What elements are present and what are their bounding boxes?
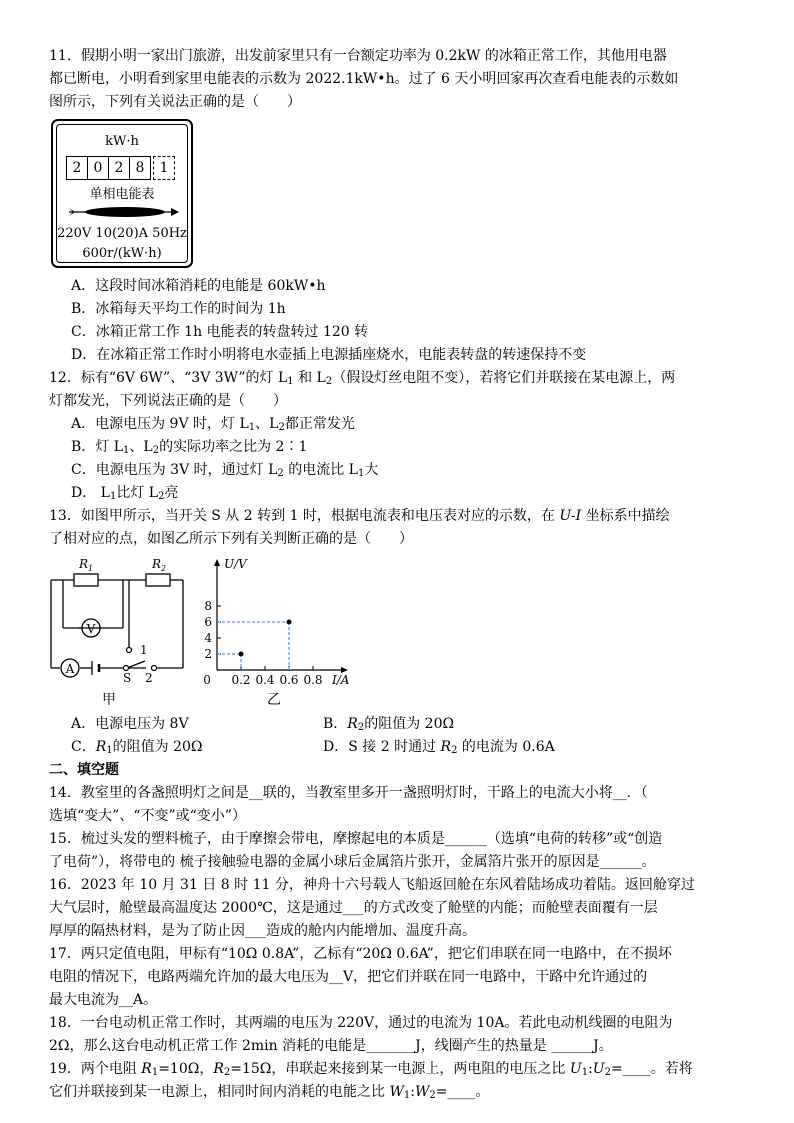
meter-digit: 8 [129, 156, 151, 180]
y-tick-label: 8 [204, 599, 212, 613]
data-point [239, 652, 244, 657]
meter-digits [66, 156, 174, 180]
q19-line2: 它们并联接到某一电源上，相同时间内消耗的电能之比 $W_1:W_2=\_\_\_\_$。 [49, 1084, 490, 1101]
x-tick-label: 0.2 [231, 673, 251, 687]
meter-digit-decimal: 1 [153, 156, 175, 180]
q17-line3: 最大电流为__A。 [49, 992, 158, 1008]
meter-unit: kW·h [105, 134, 139, 149]
q19-line1: 19．两个电阻 $R_1=10\Omega$，$R_2=15\Omega$，串联起来接到某一电源上，两电阻的电压之比 $U_1:U_2=\_\_\_\_$。若将 [49, 1061, 693, 1078]
meter-disc-icon [67, 205, 179, 219]
q11-option-c: C．冰箱正常工作 1h 电能表的转盘转过 120 转 [71, 324, 369, 340]
data-point [287, 620, 292, 625]
y-axis-label: U/V [224, 557, 247, 571]
q12-option-b: B．灯 $L_1$、$L_2$的实际功率之比为 2∶1 [71, 439, 308, 456]
x-tick-label: 0.6 [279, 673, 299, 687]
meter-name: 单相电能表 [89, 187, 155, 202]
q12-option-c: C．电源电压为 3V 时，通过灯 $L_2$ 的电流比 $L_1$大 [71, 462, 379, 479]
resistor-r1 [74, 574, 98, 586]
q14-line2: 选填“变大”、“不变”或“变小”） [49, 808, 246, 824]
r2-label: $R_2$ [152, 557, 167, 573]
q13-line1: 13．如图甲所示，当开关 S 从 2 转到 1 时，根据电流表和电压表对应的示数，在 U-I 坐标系中描绘 [49, 508, 670, 524]
q12-line2: 灯都发光，下列说法正确的是（ ） [49, 393, 287, 409]
q13-option-c: C．$R_1$的阻值为 20Ω [71, 739, 203, 756]
switch-label: S [123, 671, 132, 685]
circuit-diagram [49, 551, 194, 685]
switch-contact-2 [152, 666, 157, 671]
q12-option-a: A．电源电压为 9V 时，灯 $L_1$、$L_2$都正常发光 [71, 416, 355, 433]
y-axis-arrow [214, 559, 220, 566]
switch-contact-1 [127, 648, 132, 653]
q16-line1: 16．2023 年 10 月 31 日 8 时 11 分，神舟十六号载人飞船返回舱在东风着陆场成功着陆。返回舱穿过 [49, 877, 695, 893]
q11-line1: 11．假期小明一家出门旅游，出发前家里只有一台额定功率为 0.2kW 的冰箱正常工作，其他用电器 [49, 48, 667, 64]
electric-meter-figure [51, 119, 193, 268]
q12-line1: 12．标有“6V 6W”、“3V 3W”的灯 $L_1$ 和 $L_2$（假设灯丝电阻不变），若将它们并联接在某电源上，两 [49, 370, 676, 387]
ammeter-label: A [65, 662, 75, 676]
meter-rev: 600r/(kW·h) [82, 246, 162, 261]
meter-digit: 2 [66, 156, 88, 180]
voltmeter-label: V [86, 622, 96, 636]
x-axis-label: I/A [332, 673, 350, 687]
q13-line2: 了相对应的点，如图乙所示下列有关判断正确的是（ ） [49, 531, 413, 547]
switch-pos-1: 1 [140, 643, 148, 657]
graph-caption: 乙 [267, 692, 281, 708]
y-tick-label: 2 [204, 647, 212, 661]
ui-graph [204, 554, 369, 686]
q13-option-a: A．电源电压为 8V [71, 716, 189, 732]
q17-line2: 电阻的情况下，电路两端允许加的最大电压为__V，把它们并联在同一电路中，干路中允许通过的 [49, 969, 648, 985]
q14-line1: 14．教室里的各盏照明灯之间是__联的，当教室里多开一盏照明灯时，干路上的电流大小将__．（ [49, 785, 648, 801]
q11-option-a: A．这段时间冰箱消耗的电能是 60kW•h [71, 278, 326, 294]
x-tick-label: 0.4 [255, 673, 275, 687]
q13-option-b: B．$R_2$的阻值为 20Ω [323, 716, 455, 733]
q15-line1: 15．梳过头发的塑料梳子，由于摩擦会带电，摩擦起电的本质是______（选填“电荷的转移”或“创造 [49, 831, 663, 847]
resistor-r2 [146, 574, 170, 586]
q11-line2: 都已断电，小明看到家里电能表的示数为 2022.1kW•h。过了 6 天小明回家再次查看电能表的示数如 [49, 71, 679, 87]
q11-line3: 图所示，下列有关说法正确的是（ ） [49, 94, 301, 110]
x-tick-label: 0.8 [303, 673, 323, 687]
q11-option-b: B．冰箱每天平均工作的时间为 1h [71, 301, 286, 317]
x-tick-label: 0 [203, 673, 211, 687]
y-tick-label: 4 [204, 631, 212, 645]
q18-line2: 2Ω，那么这台电动机正常工作 2min 消耗的电能是_______J，线圈产生的热量是 ______J。 [49, 1038, 613, 1054]
meter-spec: 220V 10(20)A 50Hz [57, 226, 187, 241]
switch-pivot [124, 666, 129, 671]
q13-option-d: D．S 接 2 时通过 $R_2$ 的电流为 0.6A [323, 739, 555, 756]
r1-label: $R_1$ [79, 557, 94, 573]
y-tick-label: 6 [204, 615, 212, 629]
meter-digit: 2 [108, 156, 130, 180]
switch-pos-2: 2 [145, 671, 153, 685]
q11-option-d: D．在冰箱正常工作时小明将电水壶插上电源插座烧水，电能表转盘的转速保持不变 [71, 347, 587, 363]
q18-line1: 18．一台电动机正常工作时，其两端的电压为 220V，通过的电流为 10A。若此电动机线圈的电阻为 [49, 1015, 673, 1031]
section-title: 二、填空题 [49, 762, 119, 778]
q12-option-d: D． $L_1$比灯 $L_2$亮 [71, 485, 179, 502]
q16-line2: 大气层时，舱壁最高温度达 2000℃，这是通过___的方式改变了舱壁的内能；而舱壁表面覆有一层 [49, 900, 658, 916]
q17-line1: 17．两只定值电阻，甲标有“10Ω 0.8A”，乙标有“20Ω 0.6A”，把它们串联在同一电路中，在不损坏 [49, 946, 672, 962]
meter-digit: 0 [87, 156, 109, 180]
q16-line3: 厚厚的隔热材料，是为了防止因___造成的舱内内能增加、温度升高。 [49, 923, 476, 939]
circuit-caption: 甲 [102, 692, 116, 708]
q15-line2: 了电荷”），将带电的 梳子接触验电器的金属小球后金属箔片张开，金属箔片张开的原因是______。 [49, 854, 656, 870]
